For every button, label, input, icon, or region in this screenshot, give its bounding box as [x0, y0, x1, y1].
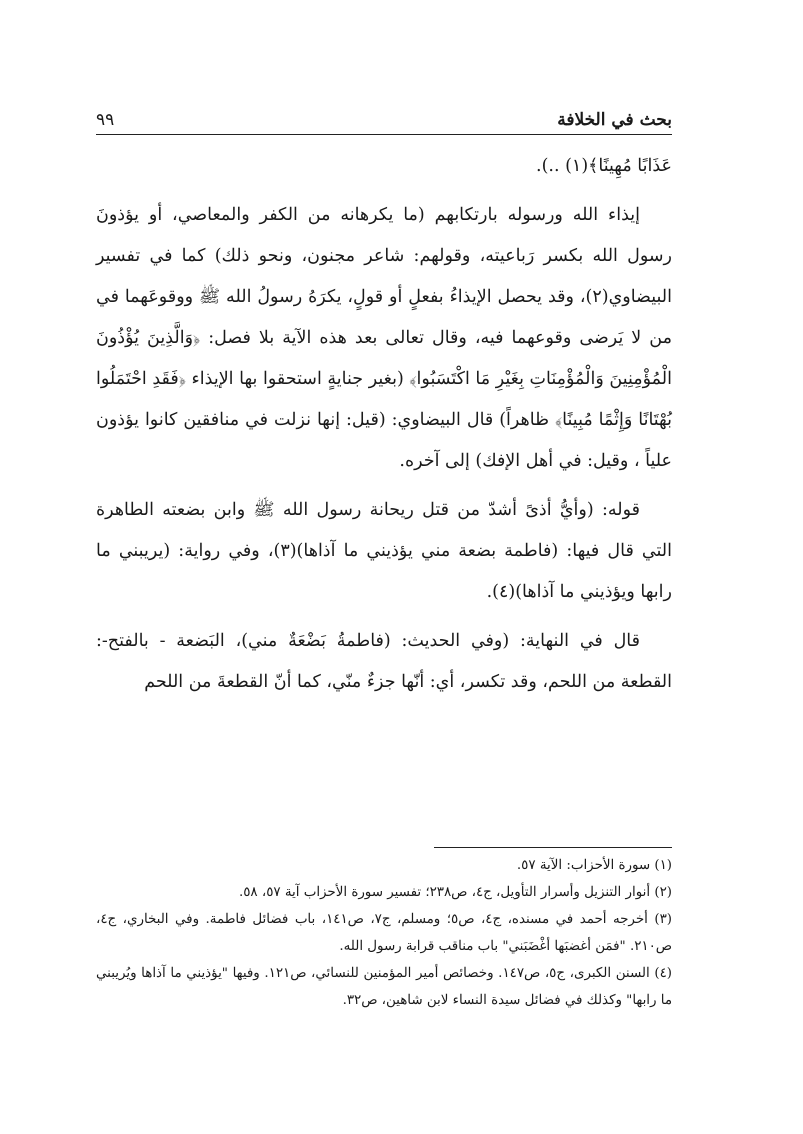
running-title: بحث في الخلافة [557, 110, 672, 130]
paragraph-1: إيذاء الله ورسوله بارتكابهم (ما يكرهانه من الكفر والمعاصي، أو يؤذونَ رسول الله بكسر رَباعيته، وقولهم: شاعر مجنون، ونحو ذلك) كما في تفسير البيضاوي(٢)، وقد يحصل الإيذاءُ بفعلٍ أو قولٍ، يكرَهُ رسولُ الله ﷺ ووقوعَهما في من لا يَرضى وقوعهما فيه، وقال تعالى بعد هذه الآية بلا فصل: ﴿وَالَّذِينَ يُؤْذُونَ الْمُؤْمِنِينَ وَالْمُؤْمِنَاتِ بِغَيْرِ مَا اكْتَسَبُوا﴾ (بغير جنايةٍ استحقوا بها الإيذاء ﴿فَقَدِ احْتَمَلُوا بُهْتَانًا وَإِثْمًا مُبِينًا﴾ ظاهراً) قال البيضاوي: (قيل: إنها نزلت في منافقين كانوا يؤذون علياً ، وقيل: في أهل الإفك) إلى آخره. [96, 205, 672, 471]
footnote-4: (٤) السنن الكبرى، ج٥، ص١٤٧. وخصائص أمير المؤمنين للنسائي، ص١٢١. وفيها "يؤذيني ما آذاها ويُريبني ما رابها" وكذلك في فضائل سيدة النساء لابن شاهين، ص٣٢. [96, 966, 672, 1008]
footnote-rule [434, 847, 672, 848]
page-number: ٩٩ [96, 110, 115, 130]
paragraph-3: قال في النهاية: (وفي الحديث: (فاطمةُ بَضْعَةٌ مني)، البَضعة - بالفتح-: القطعة من اللحم، وقد تكسر، أي: أنّها جزءٌ منّي، كما أنّ القطعةَ من اللحم [96, 631, 672, 692]
footnote-3: (٣) أخرجه أحمد في مسنده، ج٤، ص٥؛ ومسلم، ج٧، ص١٤١، باب فضائل فاطمة. وفي البخاري، ج٤، ص٢١٠. "فمَن أغضبَها أغْضَبَني" باب مناقب قرابة رسول الله. [96, 912, 672, 954]
page-header [96, 96, 672, 130]
footnote-2: (٢) أنوار التنزيل وأسرار التأويل، ج٤، ص٢٣٨؛ تفسير سورة الأحزاب آية ٥٧، ٥٨. [238, 885, 672, 900]
footnote-1: (١) سورة الأحزاب: الآية ٥٧. [516, 858, 672, 873]
paragraph-2: قوله: (وأيُّ أذىً أشدّ من قتل ريحانة رسول الله ﷺ وابن بضعته الطاهرة التي قال فيها: (فاطمة بضعة مني يؤذيني ما آذاها)(٣)، وفي رواية: (يريبني ما رابها ويؤذيني ما آذاها)(٤). [96, 500, 672, 602]
verse-continuation: عَذَابًا مُهِينًا﴾(١) ..). [536, 156, 672, 176]
main-text [96, 146, 672, 711]
header-rule [96, 134, 672, 135]
footnotes [96, 852, 672, 1014]
